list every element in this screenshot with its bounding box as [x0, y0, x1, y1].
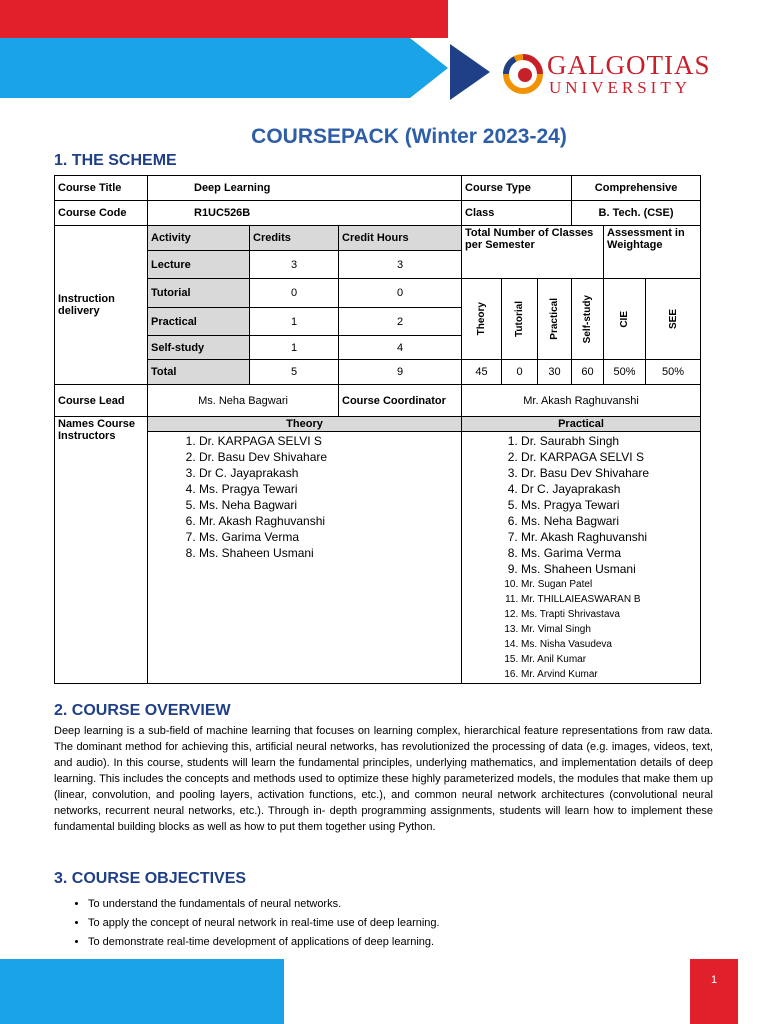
section-heading-overview: 2. COURSE OVERVIEW: [54, 702, 231, 719]
course-lead-value: Ms. Neha Bagwari: [148, 385, 339, 417]
class-col-header: [538, 279, 572, 360]
course-title-value: Deep Learning: [148, 176, 462, 201]
header-navy-arrow: [450, 44, 490, 100]
instructor-item: 1. Dr. KARPAGA SELVI S: [199, 433, 458, 449]
class-col-header: [572, 279, 604, 360]
header-blue-arrow: [410, 38, 448, 98]
course-title-label: Course Title: [55, 176, 148, 201]
class-col-header: [604, 279, 646, 360]
class-col-header: [462, 279, 502, 360]
instructors-label: Names Course Instructors: [55, 417, 148, 684]
class-col-header-text: Practical: [549, 298, 561, 340]
page-number: 1: [690, 959, 738, 1024]
class-col-header-text: Tutorial: [514, 301, 526, 337]
course-type-value: Comprehensive: [572, 176, 701, 201]
section-heading-objectives: 3. COURSE OBJECTIVES: [54, 870, 247, 887]
practical-instructors-cell: [462, 432, 701, 684]
course-code-label: Course Code: [55, 201, 148, 226]
activity-header: Activity: [148, 226, 250, 251]
course-lead-label: Course Lead: [55, 385, 148, 417]
class-col-header-text: CIE: [619, 310, 631, 328]
instructor-item: 8. Ms. Shaheen Usmani: [199, 545, 458, 561]
instructor-item: 15. Mr. Anil Kumar: [521, 652, 697, 667]
instructor-item: 14. Ms. Nisha Vasudeva: [521, 637, 697, 652]
credits-total-cell: 5: [250, 360, 339, 385]
instructor-item: 7. Ms. Garima Verma: [199, 529, 458, 545]
instructor-item: 2. Dr. KARPAGA SELVI S: [521, 449, 697, 465]
activity-cell: Self-study: [148, 336, 250, 360]
instructor-item: 4. Dr C. Jayaprakash: [521, 481, 697, 497]
hours-cell: 4: [339, 336, 462, 360]
hours-cell: 0: [339, 279, 462, 308]
instructor-item: 2. Dr. Basu Dev Shivahare: [199, 449, 458, 465]
credits-cell: 1: [250, 308, 339, 336]
activity-cell: Practical: [148, 308, 250, 336]
theory-instructor-list: [151, 433, 458, 561]
instructor-item: 12. Ms. Trapti Shrivastava: [521, 607, 697, 622]
logo-subtitle: UNIVERSITY: [549, 78, 691, 97]
instructor-item: 6. Ms. Neha Bagwari: [521, 513, 697, 529]
course-type-label: Course Type: [462, 176, 572, 201]
coordinator-value: Mr. Akash Raghuvanshi: [462, 385, 701, 417]
credit-hours-header: Credit Hours: [339, 226, 462, 251]
instructor-item: 10. Mr. Sugan Patel: [521, 577, 697, 592]
activity-cell: Tutorial: [148, 279, 250, 308]
instructor-item: 8. Ms. Garima Verma: [521, 545, 697, 561]
instructor-item: 16. Mr. Arvind Kumar: [521, 667, 697, 682]
header-red-band: [0, 0, 448, 38]
class-label: Class: [462, 201, 572, 226]
section-heading-scheme: 1. THE SCHEME: [54, 152, 177, 169]
header-blue-band: [0, 38, 410, 98]
instructor-item: 5. Ms. Neha Bagwari: [199, 497, 458, 513]
class-value: B. Tech. (CSE): [572, 201, 701, 226]
instructor-item: 3. Dr C. Jayaprakash: [199, 465, 458, 481]
class-value-cell: 45: [462, 360, 502, 385]
hours-cell: 3: [339, 251, 462, 279]
objective-item: • To understand the fundamentals of neural networks.: [88, 895, 440, 914]
hours-cell: 2: [339, 308, 462, 336]
instructor-item: 6. Mr. Akash Raghuvanshi: [199, 513, 458, 529]
coordinator-label: Course Coordinator: [339, 385, 462, 417]
objectives-list: [54, 895, 440, 952]
instructor-item: 3. Dr. Basu Dev Shivahare: [521, 465, 697, 481]
logo-name: GALGOTIAS: [547, 50, 711, 80]
page-title: COURSEPACK (Winter 2023-24): [251, 125, 567, 148]
course-code-value: R1UC526B: [148, 201, 462, 226]
objective-item: • To demonstrate real-time development of applications of deep learning.: [88, 933, 440, 952]
objective-item: • To apply the concept of neural network in real-time use of deep learning.: [88, 914, 440, 933]
class-col-header-text: Self-study: [582, 294, 594, 344]
activity-cell: Lecture: [148, 251, 250, 279]
instruction-delivery-label: Instruction delivery: [55, 226, 148, 385]
instructor-item: 13. Mr. Vimal Singh: [521, 622, 697, 637]
credits-header: Credits: [250, 226, 339, 251]
class-value-cell: 60: [572, 360, 604, 385]
class-col-header: [502, 279, 538, 360]
footer-blue-band: [0, 959, 284, 1024]
credits-cell: 1: [250, 336, 339, 360]
instructor-item: 7. Mr. Akash Raghuvanshi: [521, 529, 697, 545]
instructor-item: 1. Dr. Saurabh Singh: [521, 433, 697, 449]
class-value-cell: 50%: [604, 360, 646, 385]
course-overview-text: Deep learning is a sub-field of machine learning that focuses on learning complex, hierarchical feature representations from raw data. The dominant method for achieving this, artificial neural networks, has revolutionized the processing of data (e.g. images, videos, text, and audio). In this course, students will learn the fundamental principles, underlying mathematics, and implementation details of deep learning. This includes the concepts and methods used to optimize these highly parameterized models, the modules that make them up (linear, convolution, and pooling layers, activation functions, etc.), and common neural network architectures (convolutional neural networks, recurrent neural networks, etc.). Through in- depth programming assignments, students will learn how to implement these fundamental building blocks as well as how to put them together using Python.: [54, 725, 713, 833]
instructor-item: 4. Ms. Pragya Tewari: [199, 481, 458, 497]
hours-total-cell: 9: [339, 360, 462, 385]
university-logo: [503, 50, 723, 100]
class-value-cell: 30: [538, 360, 572, 385]
assessment-header: Assessment in Weightage: [604, 226, 701, 279]
activity-total-cell: Total: [148, 360, 250, 385]
logo-swirl-icon: [503, 54, 543, 94]
credits-cell: 0: [250, 279, 339, 308]
theory-instructors-cell: [148, 432, 462, 684]
class-col-header-text: SEE: [667, 308, 679, 329]
scheme-table: [54, 175, 701, 684]
practical-header: Practical: [462, 417, 701, 432]
class-col-header: [646, 279, 701, 360]
total-classes-header: Total Number of Classes per Semester: [462, 226, 604, 279]
instructor-item: 11. Mr. THILLAIEASWARAN B: [521, 592, 697, 607]
instructor-item: 9. Ms. Shaheen Usmani: [521, 561, 697, 577]
theory-header: Theory: [148, 417, 462, 432]
instructor-item: 5. Ms. Pragya Tewari: [521, 497, 697, 513]
credits-cell: 3: [250, 251, 339, 279]
class-value-cell: 0: [502, 360, 538, 385]
class-col-header-text: Theory: [476, 302, 488, 336]
practical-instructor-list: [465, 433, 697, 682]
class-value-cell: 50%: [646, 360, 701, 385]
